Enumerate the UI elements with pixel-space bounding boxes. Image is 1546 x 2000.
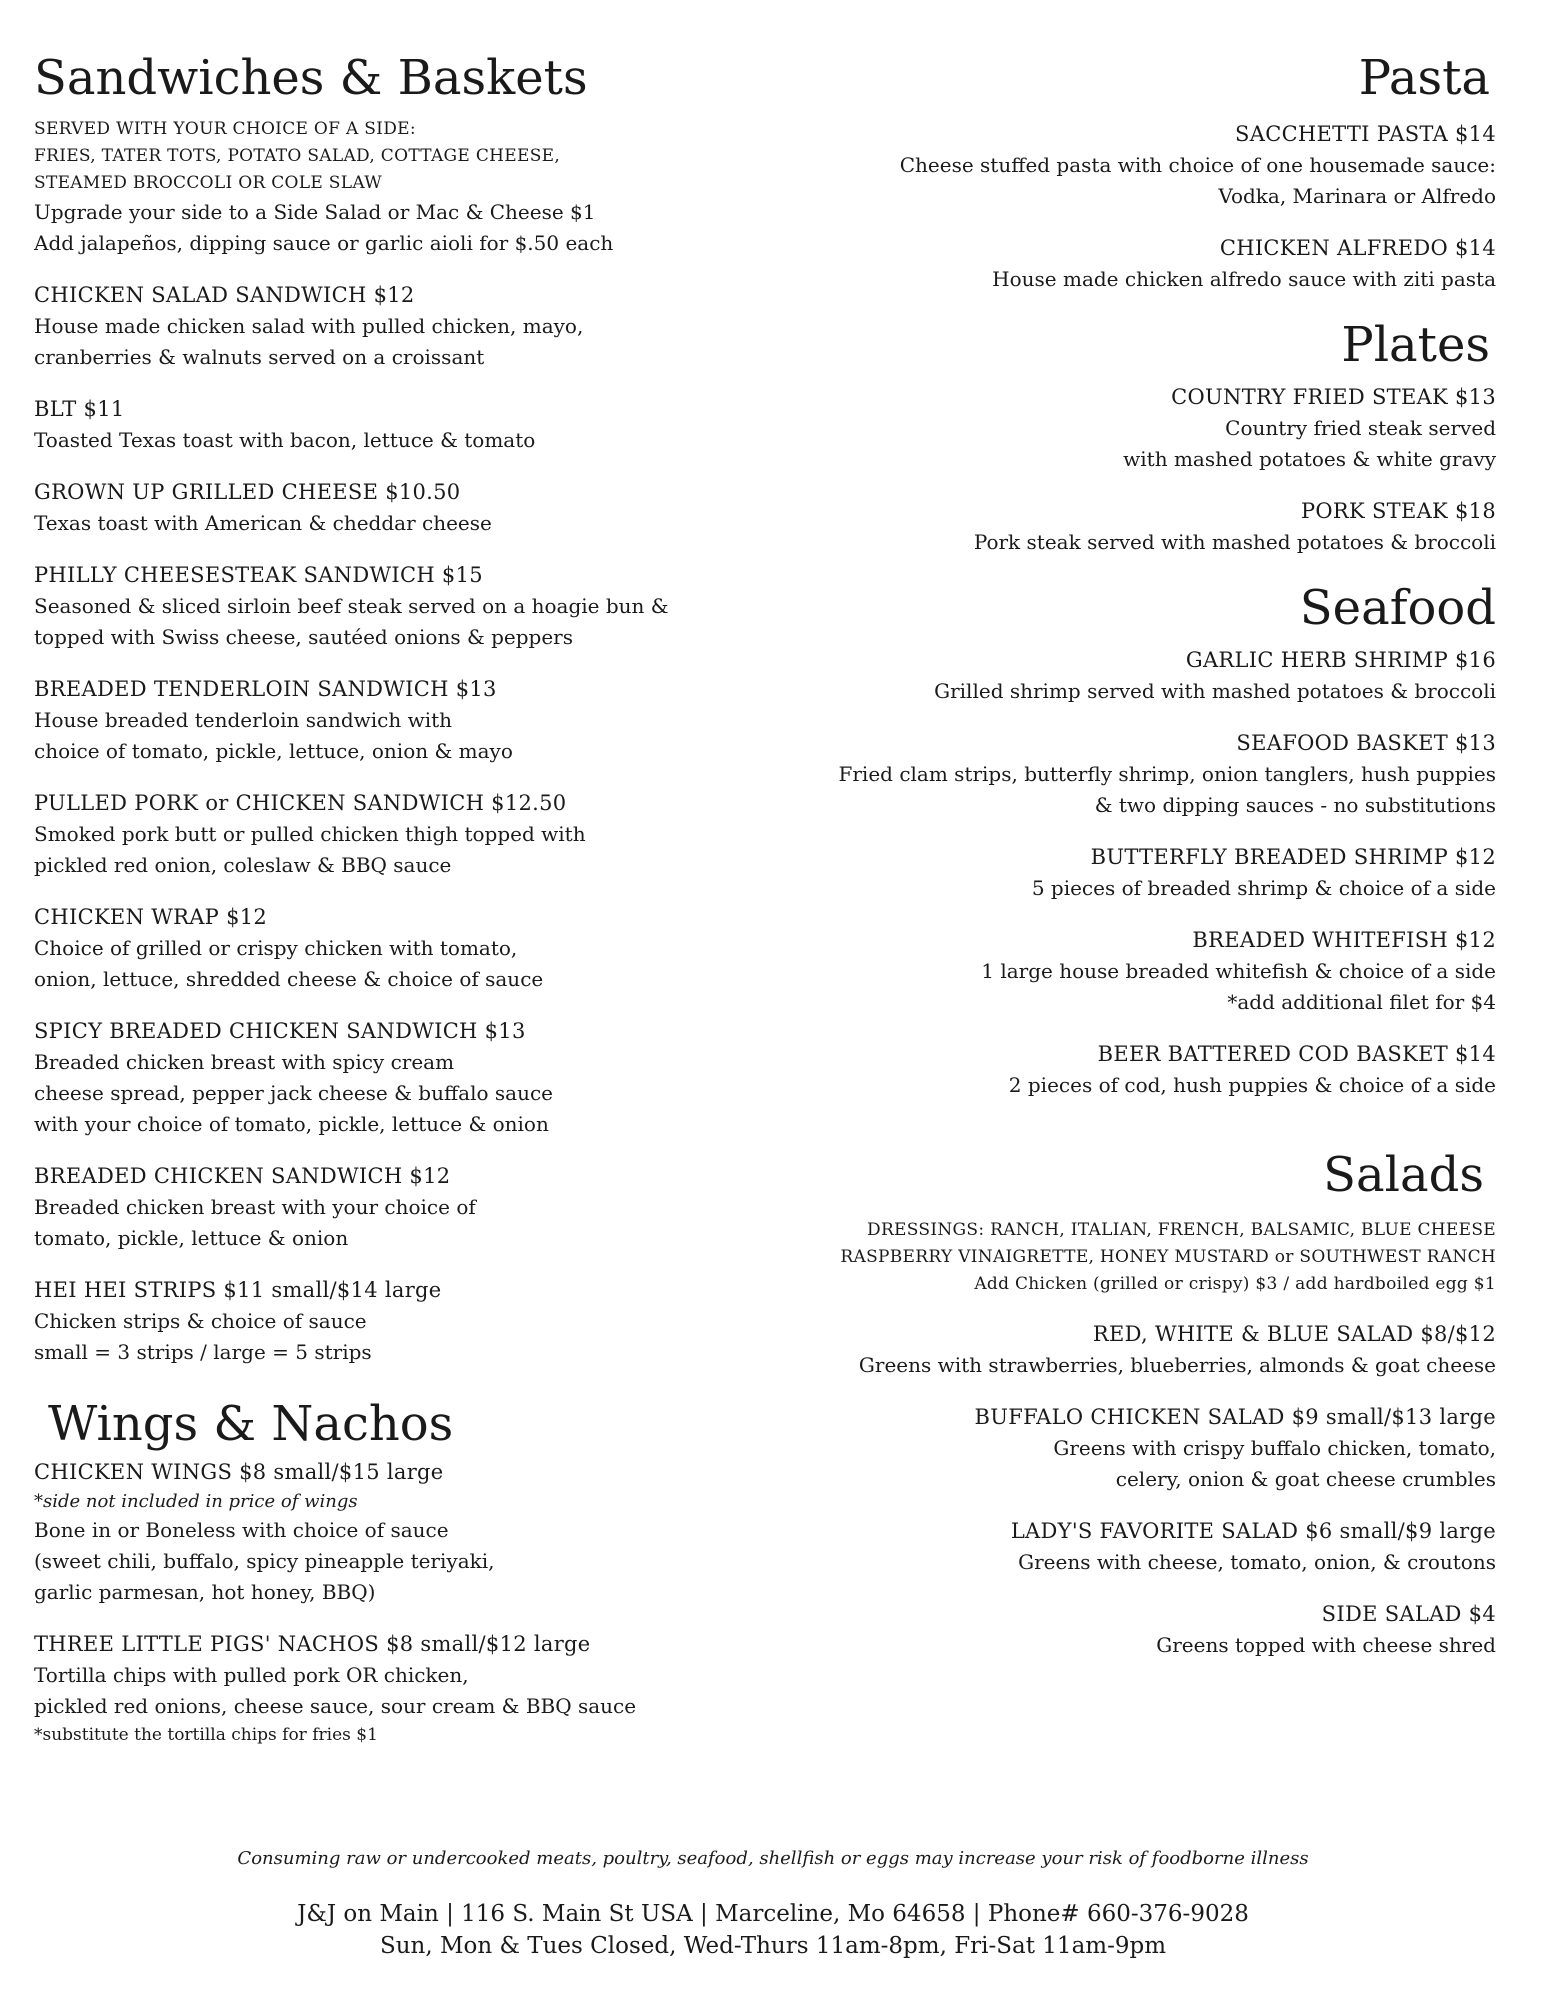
item-name: GARLIC HERB SHRIMP $16 [1185,648,1496,672]
menu-item [716,841,1496,904]
section-title-pasta: Pasta [1358,50,1490,106]
item-name: HEI HEI STRIPS $11 small/$14 large [34,1278,442,1302]
item-name: BREADED CHICKEN SANDWICH $12 [34,1164,451,1188]
item-desc: House made chicken salad with pulled chicken, mayo, [34,314,584,338]
side-note: Add jalapeños, dipping sauce or garlic aioli for $.50 each [34,231,614,255]
item-desc: Greens with strawberries, blueberries, almonds & goat cheese [858,1353,1496,1377]
item-desc: House made chicken alfredo sauce with ziti pasta [992,267,1496,291]
item-desc: with your choice of tomato, pickle, lettuce & onion [34,1112,549,1136]
item-desc: choice of tomato, pickle, lettuce, onion & mayo [34,739,513,763]
menu-item [716,1401,1496,1495]
item-name: RED, WHITE & BLUE SALAD $8/$12 [1092,1322,1496,1346]
item-desc: Country fried steak served [1225,416,1496,440]
item-desc: cheese spread, pepper jack cheese & buffalo sauce [34,1081,554,1105]
item-desc: Seasoned & sliced sirloin beef steak served on a hoagie bun & [34,594,669,618]
item-desc: *add additional filet for $4 [1227,990,1496,1014]
menu-item [34,279,754,373]
item-desc: Fried clam strips, butterfly shrimp, onion tanglers, hush puppies [838,762,1496,786]
item-desc: onion, lettuce, shredded cheese & choice of sauce [34,967,544,991]
menu-item [34,393,754,456]
section-title-seafood: Seafood [1299,580,1496,636]
item-desc: Bone in or Boneless with choice of sauce [34,1518,449,1542]
item-name: BREADED WHITEFISH $12 [1192,928,1496,952]
item-desc: garlic parmesan, hot honey, BBQ) [34,1580,376,1604]
section-title-sandwiches: Sandwiches & Baskets [34,50,588,106]
item-desc: House breaded tenderloin sandwich with [34,708,453,732]
item-desc: Breaded chicken breast with your choice of [34,1195,476,1219]
menu-item [34,1274,754,1368]
menu-item [34,476,754,539]
item-name: CHICKEN WRAP $12 [34,905,268,929]
item-desc: Greens with cheese, tomato, onion, & croutons [1018,1550,1496,1574]
item-desc: Grilled shrimp served with mashed potatoes & broccoli [934,679,1496,703]
hours-line: Sun, Mon & Tues Closed, Wed-Thurs 11am-8pm, Fri-Sat 11am-9pm [379,1933,1167,1959]
item-desc: cranberries & walnuts served on a croissant [34,345,485,369]
item-desc: Chicken strips & choice of sauce [34,1309,367,1333]
item-name: SIDE SALAD $4 [1321,1602,1496,1626]
item-name: GROWN UP GRILLED CHEESE $10.50 [34,480,461,504]
menu-item [34,901,754,995]
item-name: BREADED TENDERLOIN SANDWICH $13 [34,677,497,701]
item-name: BLT $11 [34,397,125,421]
contact-info [0,1898,1546,1962]
item-name: PULLED PORK or CHICKEN SANDWICH $12.50 [34,791,567,815]
item-desc: with mashed potatoes & white gravy [1123,447,1496,471]
item-desc: 2 pieces of cod, hush puppies & choice of a side [1008,1073,1496,1097]
section-title-salads: Salads [1323,1147,1484,1203]
menu-item [716,727,1496,821]
menu-item [716,1318,1496,1381]
item-name: CHICKEN ALFREDO $14 [1219,236,1496,260]
side-note-caps: FRIES, TATER TOTS, POTATO SALAD, COTTAGE CHEESE, [34,146,561,166]
item-name: BUTTERFLY BREADED SHRIMP $12 [1090,845,1496,869]
item-desc: Greens topped with cheese shred [1156,1633,1496,1657]
item-desc: Tortilla chips with pulled pork OR chicken, [34,1663,469,1687]
dressings-note [716,1217,1496,1298]
contact-line: J&J on Main | 116 S. Main St USA | Marceline, Mo 64658 | Phone# 660-376-9028 [297,1901,1249,1927]
item-name: COUNTRY FRIED STEAK $13 [1171,385,1496,409]
item-note: *side not included in price of wings [34,1491,358,1512]
menu-item [34,673,754,767]
item-desc: celery, onion & goat cheese crumbles [1115,1467,1496,1491]
item-desc: Greens with crispy buffalo chicken, tomato, [1053,1436,1496,1460]
item-desc: tomato, pickle, lettuce & onion [34,1226,349,1250]
item-desc: 5 pieces of breaded shrimp & choice of a side [1031,876,1496,900]
item-name: BEER BATTERED COD BASKET $14 [1097,1042,1496,1066]
item-desc: Toasted Texas toast with bacon, lettuce & tomato [34,428,536,452]
menu-item [716,1598,1496,1661]
menu-item [716,924,1496,1018]
item-name: LADY'S FAVORITE SALAD $6 small/$9 large [1010,1519,1496,1543]
section-title-plates: Plates [1341,317,1490,373]
right-column [716,48,1496,1661]
side-note: Upgrade your side to a Side Salad or Mac & Cheese $1 [34,200,596,224]
item-desc: Texas toast with American & cheddar cheese [34,511,492,535]
item-desc: Breaded chicken breast with spicy cream [34,1050,455,1074]
menu-item [716,1515,1496,1578]
menu-item [34,787,754,881]
menu-item [34,559,754,653]
menu-item [716,381,1496,475]
health-disclaimer: Consuming raw or undercooked meats, poultry, seafood, shellfish or eggs may increase your risk of foodborne illness [237,1848,1309,1869]
item-desc: Pork steak served with mashed potatoes & broccoli [973,530,1496,554]
menu-item [34,1015,754,1140]
menu-item [716,232,1496,295]
item-name: BUFFALO CHICKEN SALAD $9 small/$13 large [974,1405,1496,1429]
dressing-line: DRESSINGS: RANCH, ITALIAN, FRENCH, BALSAMIC, BLUE CHEESE [867,1220,1496,1240]
side-notes [34,116,754,259]
dressing-line: Add Chicken (grilled or crispy) $3 / add hardboiled egg $1 [974,1274,1496,1294]
menu-item [716,495,1496,558]
item-desc: Choice of grilled or crispy chicken with tomato, [34,936,518,960]
left-column [34,48,754,1748]
item-name: CHICKEN SALAD SANDWICH $12 [34,283,415,307]
item-name: THREE LITTLE PIGS' NACHOS $8 small/$12 large [34,1632,591,1656]
item-name: CHICKEN WINGS $8 small/$15 large [34,1460,444,1484]
section-title-wings: Wings & Nachos [48,1396,454,1452]
item-name: SPICY BREADED CHICKEN SANDWICH $13 [34,1019,526,1043]
item-desc: 1 large house breaded whitefish & choice of a side [981,959,1496,983]
item-desc: (sweet chili, buffalo, spicy pineapple teriyaki, [34,1549,495,1573]
item-desc: Cheese stuffed pasta with choice of one housemade sauce: [899,153,1496,177]
side-note-caps: STEAMED BROCCOLI OR COLE SLAW [34,173,382,193]
menu-item [716,1038,1496,1101]
menu-item [34,1160,754,1254]
item-name: SEAFOOD BASKET $13 [1236,731,1496,755]
menu-item [716,644,1496,707]
dressing-line: RASPBERRY VINAIGRETTE, HONEY MUSTARD or SOUTHWEST RANCH [840,1247,1496,1267]
item-desc: & two dipping sauces - no substitutions [1094,793,1496,817]
item-desc: Vodka, Marinara or Alfredo [1218,184,1496,208]
menu-item [34,1456,754,1608]
item-note: *substitute the tortilla chips for fries $1 [34,1725,378,1745]
item-name: PHILLY CHEESESTEAK SANDWICH $15 [34,563,483,587]
item-desc: Smoked pork butt or pulled chicken thigh topped with [34,822,586,846]
item-desc: topped with Swiss cheese, sautéed onions & peppers [34,625,574,649]
item-name: SACCHETTI PASTA $14 [1235,122,1496,146]
side-note-caps: SERVED WITH YOUR CHOICE OF A SIDE: [34,119,416,139]
item-desc: pickled red onion, coleslaw & BBQ sauce [34,853,452,877]
menu-item [34,1628,754,1748]
menu-item [716,118,1496,212]
item-desc: pickled red onions, cheese sauce, sour cream & BBQ sauce [34,1694,637,1718]
item-name: PORK STEAK $18 [1300,499,1496,523]
item-desc: small = 3 strips / large = 5 strips [34,1340,372,1364]
